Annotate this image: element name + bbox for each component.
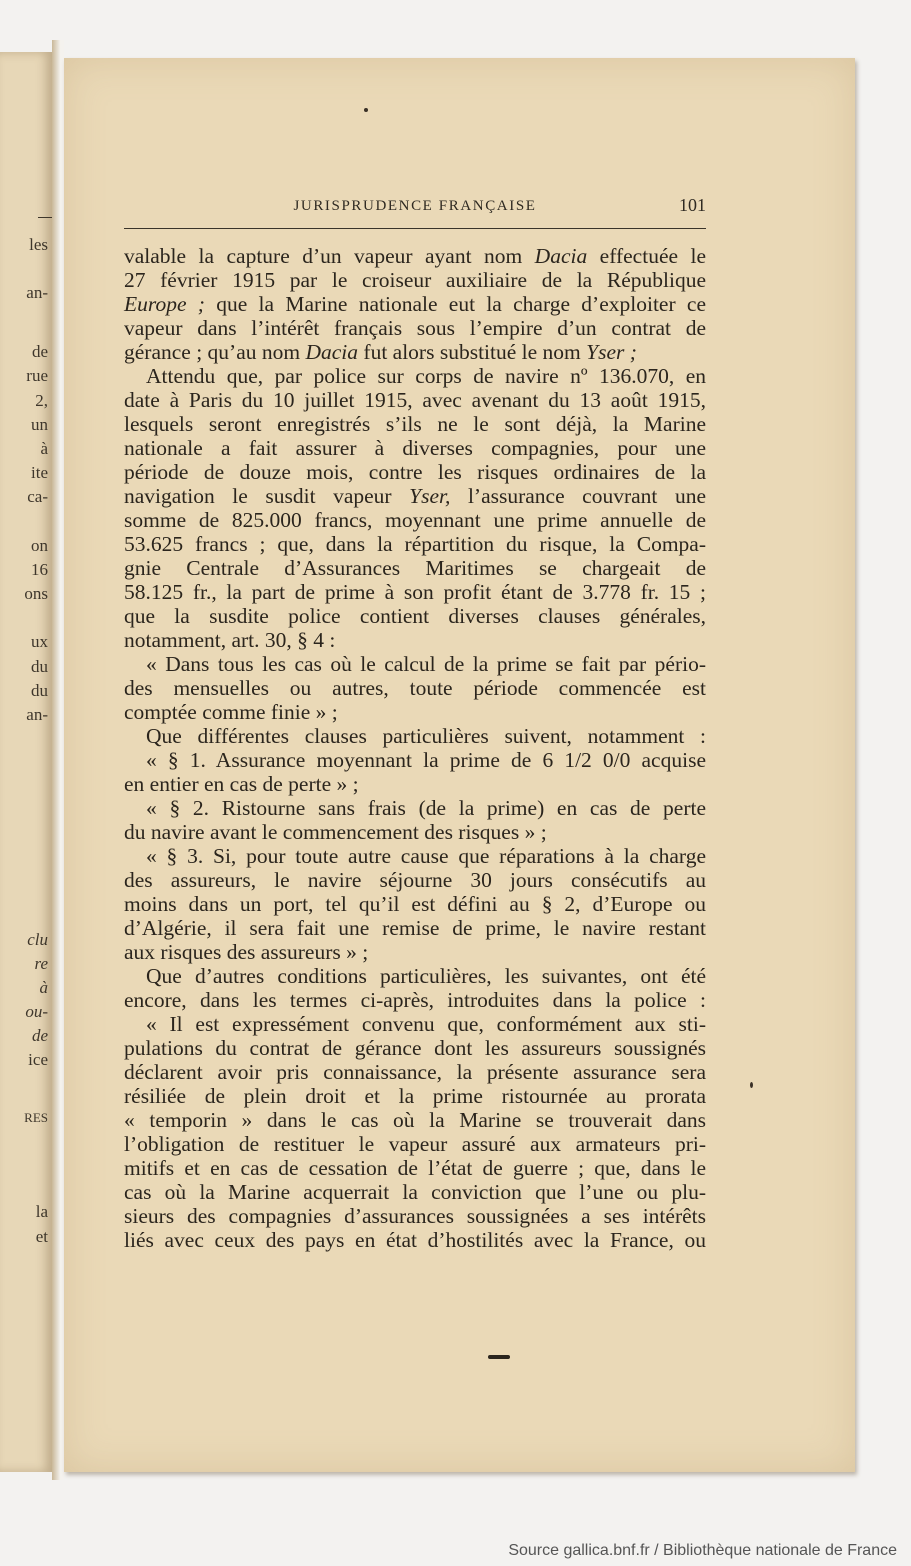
- text-line: lesquels seront enregistrés s’ils ne le sont déjà, la Marine: [124, 412, 706, 436]
- left-fragment: clu: [27, 930, 48, 949]
- text-line: moins dans un port, tel qu’il est défini au § 2, d’Europe ou: [124, 892, 706, 916]
- text-line: sieurs des compagnies d’assurances soussignées a ses intérêts: [124, 1204, 706, 1228]
- left-fragment: et: [35, 1227, 48, 1246]
- text-line: 27 février 1915 par le croiseur auxiliaire de la République: [124, 268, 706, 292]
- ink-speck: [750, 1082, 753, 1088]
- text-line: des mensuelles ou autres, toute période commencée est: [124, 676, 706, 700]
- text-line: 58.125 fr., la part de prime à son profit étant de 3.778 fr. 15 ;: [124, 580, 706, 604]
- left-page-rule: [38, 217, 52, 218]
- text-line: période de douze mois, contre les risques ordinaires de la: [124, 460, 706, 484]
- text-line: gérance ; qu’au nom Dacia fut alors substitué le nom Yser ;: [124, 340, 637, 364]
- text-line: d’Algérie, il sera fait une remise de prime, le navire restant: [124, 916, 706, 940]
- left-fragment: re: [34, 954, 48, 973]
- text-line: comptée comme finie » ;: [124, 700, 338, 724]
- text-line: du navire avant le commencement des risques » ;: [124, 820, 547, 844]
- text-line: « Il est expressément convenu que, conformément aux sti-: [146, 1012, 706, 1036]
- running-title: JURISPRUDENCE FRANÇAISE: [293, 198, 537, 214]
- left-fragment: 2,: [35, 391, 48, 410]
- left-page-edge: [0, 52, 52, 1472]
- left-fragment: ons: [24, 584, 48, 603]
- text-line: 53.625 francs ; que, dans la répartition du risque, la Compa-: [124, 532, 706, 556]
- left-fragment: à: [39, 978, 48, 997]
- left-fragment: la: [35, 1202, 48, 1221]
- text-line: Attendu que, par police sur corps de navire nº 136.070, en: [146, 364, 706, 388]
- header-rule: [124, 228, 706, 229]
- text-line: que la susdite police contient diverses clauses générales,: [124, 604, 706, 628]
- text-line: nationale a fait assurer à diverses compagnies, pour une: [124, 436, 706, 460]
- left-fragment: du: [31, 681, 48, 700]
- text-line: liés avec ceux des pays en état d’hostilités avec la France, ou: [124, 1228, 706, 1252]
- page-number: 101: [679, 195, 706, 215]
- text-line: notamment, art. 30, § 4 :: [124, 628, 336, 652]
- text-line: « § 1. Assurance moyennant la prime de 6 1/2 0/0 acquise: [146, 748, 706, 772]
- left-fragment: du: [31, 657, 48, 676]
- text-line: mitifs et en cas de cessation de l’état de guerre ; que, dans le: [124, 1156, 706, 1180]
- source-credit: Source gallica.bnf.fr / Bibliothèque nationale de France: [508, 1542, 897, 1559]
- book-gutter: [52, 40, 64, 1480]
- body-text: [124, 244, 706, 1252]
- text-line: somme de 825.000 francs, moyennant une prime annuelle de: [124, 508, 706, 532]
- text-line: gnie Centrale d’Assurances Maritimes se chargeait de: [124, 556, 706, 580]
- text-line: en entier en cas de perte » ;: [124, 772, 359, 796]
- left-fragment: rue: [26, 366, 48, 385]
- text-line: navigation le susdit vapeur Yser, l’assurance couvrant une: [124, 484, 706, 508]
- text-line: date à Paris du 10 juillet 1915, avec avenant du 13 août 1915,: [124, 388, 706, 412]
- text-line: « temporin » dans le cas où la Marine se trouverait dans: [124, 1108, 706, 1132]
- text-line: pulations du contrat de gérance dont les assureurs soussignés: [124, 1036, 706, 1060]
- left-fragment: de: [31, 342, 48, 361]
- running-head: [124, 195, 706, 222]
- left-fragment: 16: [31, 560, 48, 579]
- text-line: « Dans tous les cas où le calcul de la prime se fait par pério-: [146, 652, 706, 676]
- text-line: Que différentes clauses particulières suivent, notamment :: [146, 724, 706, 748]
- left-fragment: ux: [31, 632, 48, 651]
- text-line: « § 2. Ristourne sans frais (de la prime) en cas de perte: [146, 796, 706, 820]
- text-line: déclarent avoir pris connaissance, la présente assurance sera: [124, 1060, 706, 1084]
- left-fragment: ou-: [25, 1002, 48, 1021]
- left-fragment: ca-: [27, 487, 48, 506]
- text-line: encore, dans les termes ci-après, introduites dans la police :: [124, 988, 706, 1012]
- printer-mark: [488, 1355, 510, 1359]
- left-fragment: on: [31, 536, 48, 555]
- text-line: aux risques des assureurs » ;: [124, 940, 369, 964]
- left-fragment: an-: [26, 283, 48, 302]
- text-line: des assureurs, le navire séjourne 30 jours consécutifs au: [124, 868, 706, 892]
- book-page: [64, 58, 855, 1472]
- left-fragment: les: [29, 235, 48, 254]
- left-fragment: ite: [31, 463, 48, 482]
- left-fragment: un: [31, 415, 48, 434]
- text-line: l’obligation de restituer le vapeur assuré aux armateurs pri-: [124, 1132, 706, 1156]
- left-fragment: ice: [28, 1050, 48, 1069]
- text-line: vapeur dans l’intérêt français sous l’empire d’un contrat de: [124, 316, 706, 340]
- left-fragment: an-: [26, 705, 48, 724]
- left-fragment: de: [31, 1026, 48, 1045]
- left-fragment: RES: [24, 1110, 48, 1125]
- text-line: Europe ; que la Marine nationale eut la charge d’exploiter ce: [124, 292, 706, 316]
- text-line: valable la capture d’un vapeur ayant nom Dacia effectuée le: [124, 244, 706, 268]
- ink-speck: [364, 108, 368, 112]
- text-line: cas où la Marine acquerrait la conviction que l’une ou plu-: [124, 1180, 706, 1204]
- text-line: résiliée de plein droit et la prime ristournée au prorata: [124, 1084, 706, 1108]
- left-fragment: à: [40, 439, 48, 458]
- text-line: Que d’autres conditions particulières, les suivantes, ont été: [146, 964, 706, 988]
- text-line: « § 3. Si, pour toute autre cause que réparations à la charge: [146, 844, 706, 868]
